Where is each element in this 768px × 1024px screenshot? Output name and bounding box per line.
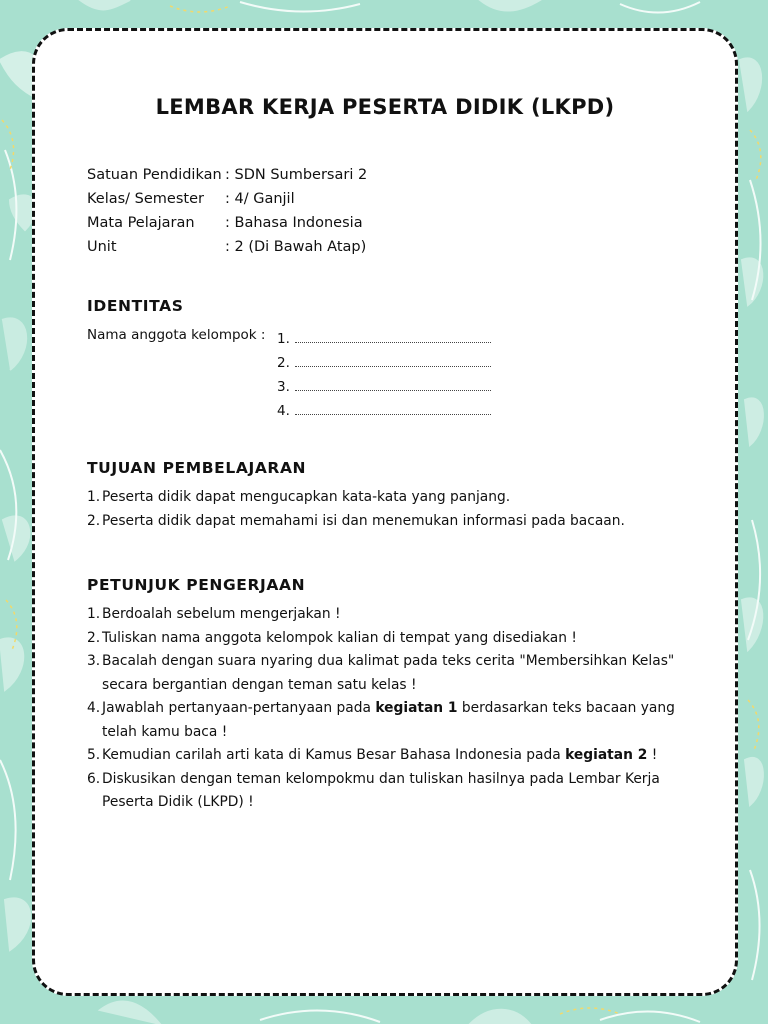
- item-number: 1.: [87, 606, 101, 622]
- meta-value: : Bahasa Indonesia: [225, 215, 363, 231]
- list-item: [87, 510, 677, 534]
- member-number: 3.: [277, 379, 290, 395]
- list-item: [87, 627, 677, 651]
- member-name-field[interactable]: [291, 351, 491, 375]
- item-number: 1.: [87, 489, 101, 505]
- tujuan-heading: TUJUAN PEMBELAJARAN: [87, 459, 307, 477]
- list-item: [87, 486, 677, 510]
- member-list: [277, 327, 491, 423]
- list-item: [87, 603, 677, 627]
- meta-row: [87, 187, 367, 211]
- meta-label: Kelas/ Semester: [87, 191, 204, 207]
- identitas-heading: IDENTITAS: [87, 297, 184, 315]
- meta-value: : 2 (Di Bawah Atap): [225, 239, 367, 255]
- item-text-post: berdasarkan teks bacaan yang telah kamu baca !: [102, 700, 675, 740]
- meta-info: [87, 163, 367, 259]
- item-text: Bacalah dengan suara nyaring dua kalimat pada teks cerita "Membersihkan Kelas" secara bergantian dengan teman satu kelas !: [102, 653, 675, 693]
- petunjuk-list: [87, 603, 677, 815]
- meta-label: Mata Pelajaran: [87, 215, 195, 231]
- item-number: 6.: [87, 770, 101, 787]
- item-text: Berdoalah sebelum mengerjakan !: [102, 606, 341, 622]
- item-text: Peserta didik dapat memahami isi dan menemukan informasi pada bacaan.: [102, 512, 625, 529]
- item-text-pre: Kemudian carilah arti kata di Kamus Besar Bahasa Indonesia pada: [102, 747, 566, 763]
- item-text: Diskusikan dengan teman kelompokmu dan tuliskan hasilnya pada Lembar Kerja Peserta Didik (LKPD) !: [102, 770, 660, 810]
- item-text: Tuliskan nama anggota kelompok kalian di tempat yang disediakan !: [102, 629, 577, 646]
- worksheet-card: [32, 28, 738, 996]
- member-number: 4.: [277, 403, 290, 419]
- member-name-field[interactable]: [291, 399, 491, 423]
- item-number: 4.: [87, 700, 101, 716]
- tujuan-list: [87, 486, 677, 533]
- item-number: 5.: [87, 747, 101, 763]
- list-item: [87, 697, 677, 744]
- member-name-field[interactable]: [291, 327, 491, 351]
- member-row: [277, 375, 491, 399]
- item-number: 3.: [87, 653, 101, 669]
- meta-label: Unit: [87, 239, 117, 255]
- petunjuk-heading: PETUNJUK PENGERJAAN: [87, 576, 306, 594]
- meta-row: [87, 235, 367, 259]
- member-number: 2.: [277, 355, 290, 371]
- page-title: LEMBAR KERJA PESERTA DIDIK (LKPD): [155, 95, 615, 119]
- meta-row: [87, 163, 367, 187]
- meta-label: Satuan Pendidikan: [87, 167, 222, 183]
- item-text: Peserta didik dapat mengucapkan kata-kata yang panjang.: [102, 489, 511, 505]
- item-text: [102, 697, 677, 744]
- meta-value: : 4/ Ganjil: [225, 191, 295, 207]
- item-text-pre: Jawablah pertanyaan-pertanyaan pada: [102, 700, 376, 716]
- list-item: [87, 650, 677, 697]
- member-row: [277, 399, 491, 423]
- item-text-bold: kegiatan 1: [375, 700, 458, 716]
- member-name-field[interactable]: [291, 375, 491, 399]
- item-text-bold: kegiatan 2: [565, 747, 648, 763]
- member-row: [277, 327, 491, 351]
- item-number: 2.: [87, 629, 101, 646]
- meta-row: [87, 211, 367, 235]
- list-item: [87, 744, 677, 768]
- member-number: 1.: [277, 331, 290, 347]
- item-text: [102, 744, 677, 768]
- member-label: Nama anggota kelompok :: [87, 327, 266, 343]
- item-text-post: !: [647, 747, 658, 763]
- member-row: [277, 351, 491, 375]
- list-item: [87, 768, 677, 815]
- item-number: 2.: [87, 512, 101, 529]
- meta-value: : SDN Sumbersari 2: [225, 167, 368, 183]
